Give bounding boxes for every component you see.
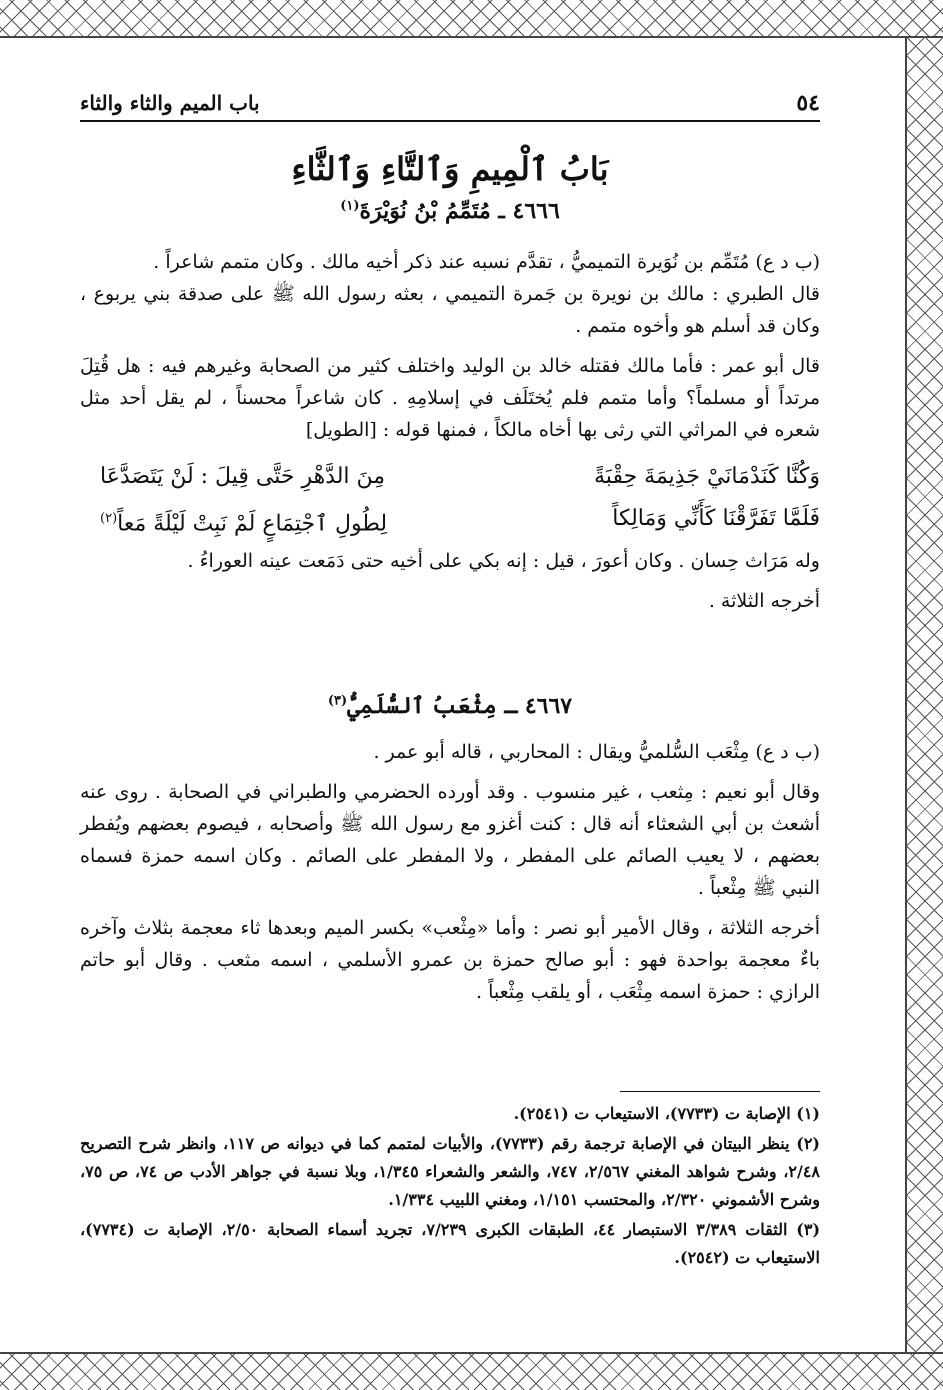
running-head bbox=[80, 86, 820, 122]
page-number: ٥٤ bbox=[796, 90, 820, 116]
page bbox=[80, 78, 820, 1348]
entry-heading: ٤٦٦٦ ـ مُتَمِّمُ بْنُ نُوَيْرَةَ$^{(١)}$ bbox=[340, 198, 560, 224]
verse-hemistich-first: وَكُنَّا كَنَدْمَانَيْ جَذِيمَةَ حِقْبَةً bbox=[594, 464, 820, 489]
paragraph: قال الطبري : مالك بن نويرة بن جَمرة التميمي ، بعثه رسول الله ﷺ على صدقة بني يربوع ، وكان قد أسلم هو وأخوه متمم . bbox=[80, 283, 820, 337]
entry-body bbox=[80, 736, 820, 1008]
footnote-marker: (٢) bbox=[100, 511, 118, 526]
decorative-border-top bbox=[0, 0, 943, 38]
running-title: باب الميم والثاء والثاء bbox=[80, 91, 260, 115]
verse-line bbox=[100, 498, 820, 545]
decorative-border-right bbox=[905, 36, 943, 1352]
entry-body bbox=[80, 246, 820, 617]
footnote-separator bbox=[620, 1091, 820, 1092]
paragraph: أخرجه الثلاثة . bbox=[708, 590, 820, 613]
paragraph: قال أبو عمر : فأما مالك فقتله خالد بن الوليد واختلف كثير من الصحابة وغيرهم فيه : هل قُتِلَ مرتداً أو مسلماً؟ وأما متمم فلم يُختَلَف في إسلامِهِ . كان شاعراً محسناً ، لم يقل أحد مثل شعره في المراثي التي رثى بها أخاه مالكاً ، فمنها قوله : [الطويل] bbox=[80, 355, 820, 441]
footnote-marker: (٣) bbox=[327, 693, 348, 709]
footnotes bbox=[80, 1100, 820, 1274]
footnote: (٢) ينظر البيتان في الإصابة ترجمة رقم (٧٧٣٣)، والأبيات لمتمم كما في ديوانه ص ١١٧، وانظر شرح التصريح ٢/٤٨، وشرح شواهد المغني ٢/٥٦٧، ٧٤٧، والشعر والشعراء ١/٣٤٥، وبلا نسبة في جواهر الأدب ص ٧٤، ص ٧٥، وشرح الأشموني ٢/٣٢٠، والمحتسب ١/١٥١، ومغني اللبيب ١/٣٣٤. bbox=[80, 1134, 820, 1209]
footnote-marker: (١) bbox=[340, 198, 360, 214]
poem bbox=[100, 456, 820, 545]
footnote: (١) الإصابة ت (٧٧٣٣)، الاستيعاب ت (٢٥٤١). bbox=[513, 1104, 820, 1123]
verse-hemistich-second: لِطُولِ ٱجْتِمَاعٍ لَمْ نَبِتْ لَيْلَةً مَعاً$^{(٢)}$ bbox=[100, 511, 388, 537]
footnote: (٣) الثقات ٣/٣٨٩ الاستبصار ٤٤، الطبقات الكبرى ٧/٢٣٩، تجريد أسماء الصحابة ٢/٥٠، الإصابة ت (٧٧٣٤)، الاستيعاب ت (٢٥٤٢). bbox=[80, 1220, 821, 1267]
paragraph: (ب د ع) مِثْعَب السُّلميُّ ويقال : المحاربي ، قاله أبو عمر . bbox=[373, 741, 820, 763]
paragraph: أخرجه الثلاثة ، وقال الأمير أبو نصر : وأما «مِثْعب» بكسر الميم وبعدها ثاء معجمة بثلاث وآخره باءٌ معجمة بواحدة فهو : أبو صالح حمزة بن عمرو الأسلمي ، اسمه مثعب . وقال أبو حاتم الرازي : حمزة اسمه مِثْعَب ، أو يلقب مِثْعباً . bbox=[80, 917, 820, 1003]
paragraph: وله مَرَاث حِسان . وكان أعورَ ، قيل : إنه بكي على أخيه حتى دَمَعت عينه العوراءُ . bbox=[187, 550, 820, 573]
verse-hemistich-first: فَلَمَّا تَفَرَّقْنَا كَأَنِّي وَمَالِكاً bbox=[612, 506, 820, 531]
verse-line bbox=[100, 456, 820, 498]
decorative-border-bottom bbox=[0, 1352, 943, 1390]
paragraph: وقال أبو نعيم : مِثعب ، غير منسوب . وقد أورده الحضرمي والطبراني في الصحابة . روى عنه أشعث بن أبي الشعثاء أنه قال : كنت أغزو مع رسول الله ﷺ وأصحابه ، فيصوم بعضهم ويُفطر بعضهم ، لا يعيب الصائم على المفطر ، ولا المفطر على الصائم . وكان اسمه حمزة فسماه النبي ﷺ مِثْعباً . bbox=[80, 781, 820, 899]
chapter-title: بَابُ ٱلْمِيمِ وَٱلتَّاءِ وَٱلثَّاءِ bbox=[291, 150, 609, 188]
verse-hemistich-second: مِنَ الدَّهْرِ حَتَّى قِيلَ : لَنْ يَتَصَدَّعَا bbox=[100, 464, 386, 489]
entry-heading: ٤٦٦٧ ـ مِثْعَبُ ٱلسُّلَمِيُّ$^{(٣)}$ bbox=[327, 693, 573, 719]
paragraph: (ب د ع) مُتَمِّم بن نُوَيرة التميميُّ ، تقدَّم نسبه عند ذكر أخيه مالك . وكان متمم شاعراً . bbox=[153, 251, 820, 273]
